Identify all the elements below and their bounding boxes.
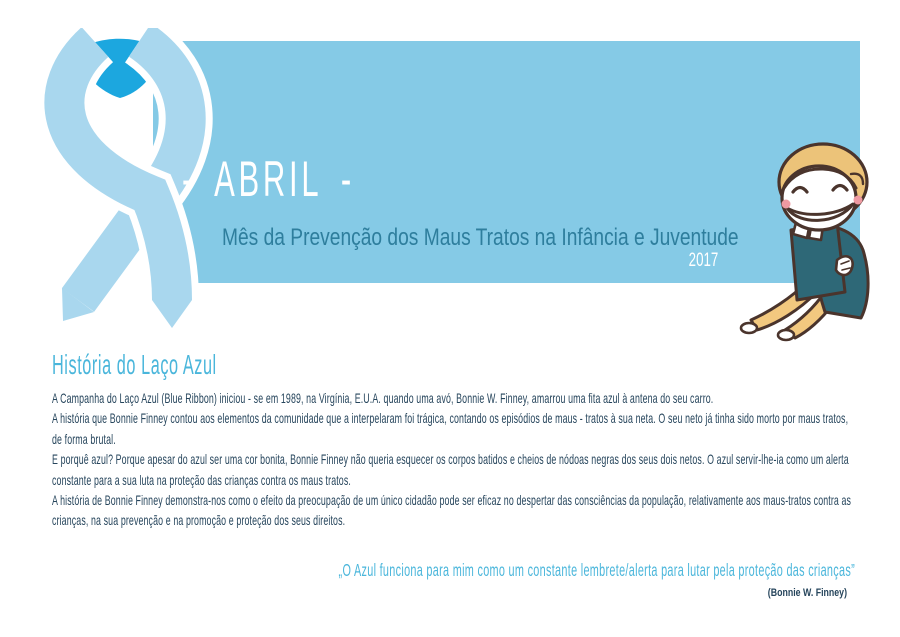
- paragraph-2: A história que Bonnie Finney contou aos elementos da comunidade que a interpelaram foi trágica, contando os episódios de maus - tratos à sua neta. O seu neto já tinha sido morto por maus tratos, de forma brutal.: [52, 410, 849, 447]
- quote-attribution: (Bonnie W. Finney): [767, 587, 847, 599]
- boy-reading-book-illustration: [733, 142, 885, 342]
- month-title: - ABRIL -: [182, 151, 355, 207]
- campaign-year: 2017: [688, 250, 718, 271]
- section-heading: História do Laço Azul: [52, 349, 217, 380]
- paragraph-3: E porquê azul? Porque apesar do azul ser uma cor bonita, Bonnie Finney não queria esquecer os corpos batidos e cheios de nódoas negras dos seus dois netos. O azul servir-lhe-ia como um alerta constante para a sua luta na proteção das crianças contra os maus tratos.: [52, 451, 849, 488]
- cheek-right: [854, 196, 863, 205]
- paragraph-1: A Campanha do Laço Azul (Blue Ribbon) iniciou - se em 1989, na Virgínia, E.U.A. quando uma avó, Bonnie W. Finney, amarrou uma fita azul à antena do seu carro.: [52, 390, 714, 406]
- story-text: [52, 388, 858, 531]
- paragraph-4: A história de Bonnie Finney demonstra-nos como o efeito da preocupação de um único cidadão pode ser eficaz no despertar das consciências da população, relativamente aos maus-tratos contra as crianças, na sua prevenção e na promoção e proteção dos seus direitos.: [52, 492, 852, 529]
- cheek-left: [782, 200, 791, 209]
- campaign-subtitle: Mês da Prevenção dos Maus Tratos na Infância e Juventude: [222, 224, 739, 251]
- quote-text: „O Azul funciona para mim como um constante lembrete/alerta para lutar pela proteção das crianças”: [338, 560, 855, 580]
